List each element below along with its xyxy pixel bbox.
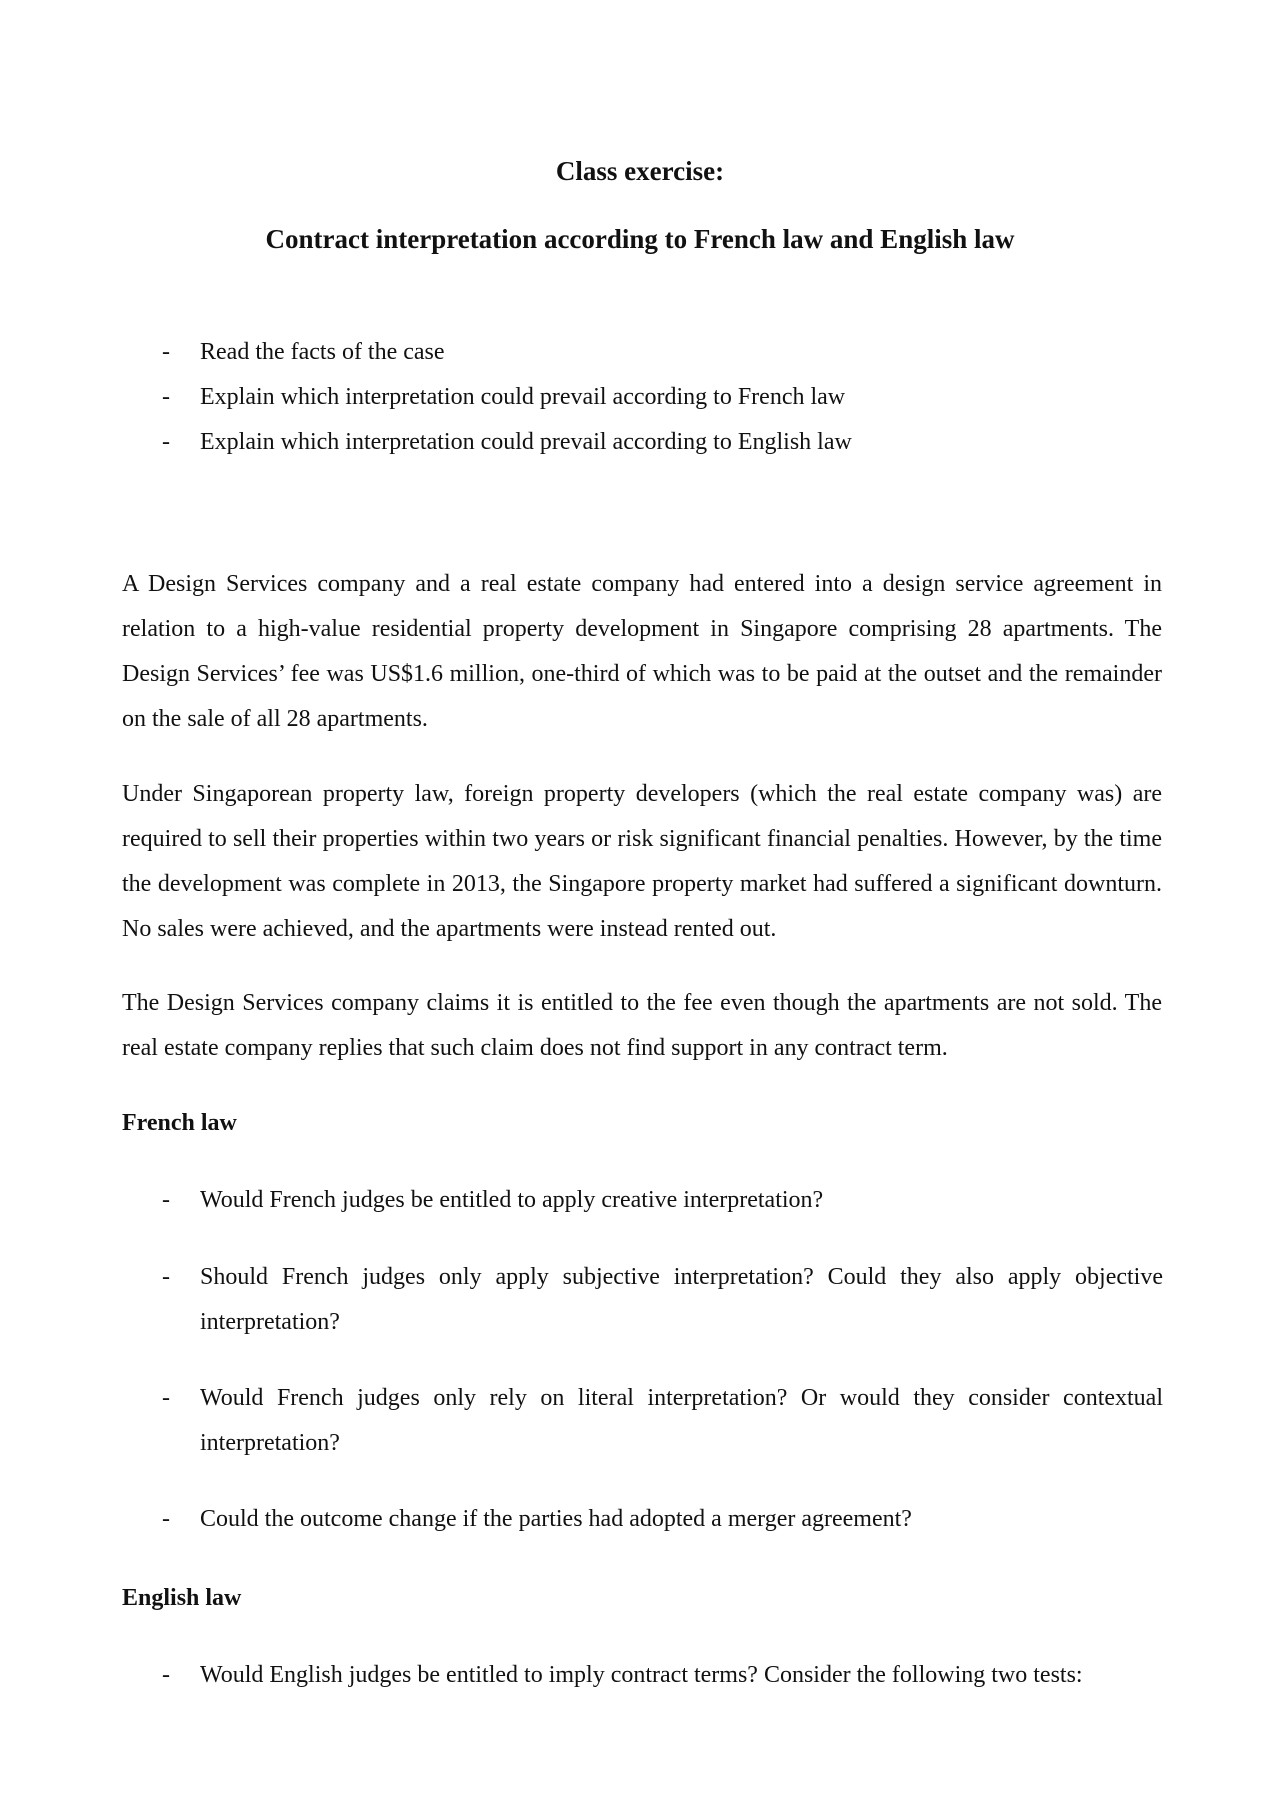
bullet-dash: - [162, 1385, 170, 1411]
french-law-heading: French law [122, 1110, 237, 1136]
list-item: - Would French judges be entitled to apply creative interpretation? [0, 1178, 1280, 1223]
list-item: - Could the outcome change if the parties had adopted a merger agreement? [0, 1497, 1280, 1542]
case-facts-paragraph-1: A Design Services company and a real estate company had entered into a design service agreement in relation to a high-value residential property development in Singapore comprising 28 apartments. The Design Services’ fee was US$1.6 million, one-third of which was to be paid at the outset and the remainder on the sale of all 28 apartments. [122, 571, 1162, 732]
instructions-list [0, 330, 1280, 465]
bullet-dash: - [162, 1662, 170, 1688]
french-law-questions [0, 1497, 1280, 1542]
bullet-dash: - [162, 1506, 170, 1532]
french-law-questions [0, 1255, 1280, 1345]
list-item: - Read the facts of the case [0, 330, 1280, 375]
list-item: - Should French judges only apply subjective interpretation? Could they also apply objective interpretation? [0, 1255, 1280, 1345]
french-law-questions [0, 1178, 1280, 1223]
bullet-dash: - [162, 1187, 170, 1213]
french-law-questions [0, 1376, 1280, 1466]
list-item: - Explain which interpretation could prevail according to English law [0, 420, 1280, 465]
bullet-dash: - [162, 339, 170, 365]
list-item: - Explain which interpretation could prevail according to French law [0, 375, 1280, 420]
page-subtitle: Contract interpretation according to French law and English law [265, 224, 1015, 254]
list-item: - Would French judges only rely on literal interpretation? Or would they consider contextual interpretation? [0, 1376, 1280, 1466]
page-title: Class exercise: [555, 156, 725, 186]
list-item: - Would English judges be entitled to imply contract terms? Consider the following two tests: [0, 1653, 1280, 1698]
bullet-dash: - [162, 429, 170, 455]
english-law-questions [0, 1653, 1280, 1698]
case-facts-paragraph-2: Under Singaporean property law, foreign property developers (which the real estate company was) are required to sell their properties within two years or risk significant financial penalties. However, by the time the development was complete in 2013, the Singapore property market had suffered a significant downturn. No sales were achieved, and the apartments were instead rented out. [122, 781, 1162, 942]
bullet-dash: - [162, 1264, 170, 1290]
english-law-heading: English law [122, 1585, 242, 1611]
bullet-dash: - [162, 384, 170, 410]
case-facts-paragraph-3: The Design Services company claims it is entitled to the fee even though the apartments are not sold. The real estate company replies that such claim does not find support in any contract term. [122, 990, 1162, 1061]
